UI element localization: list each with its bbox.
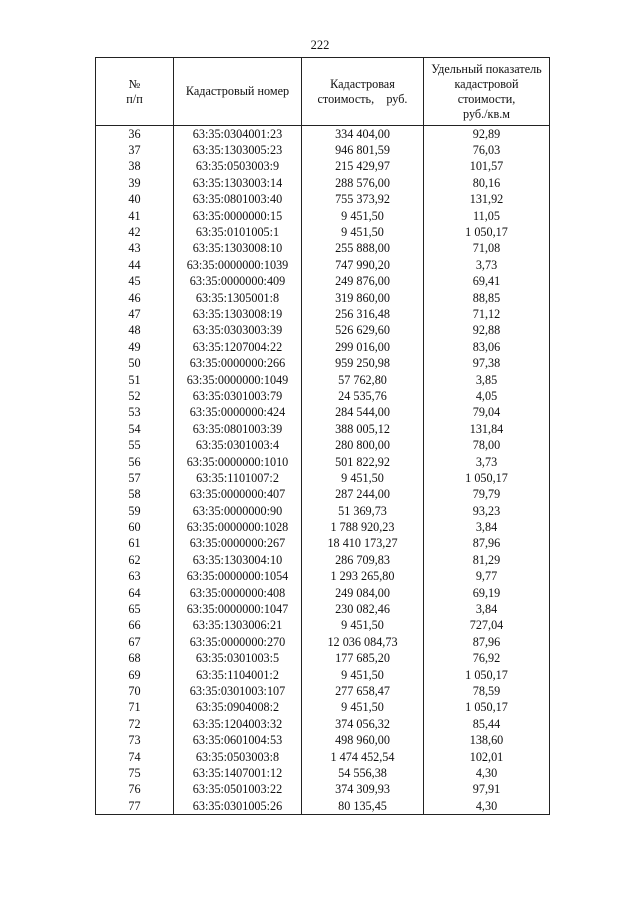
cell-num: 61 <box>96 536 174 552</box>
cell-cadastral-number: 63:35:0303003:39 <box>174 323 302 339</box>
cell-cadastral-number: 63:35:0904008:2 <box>174 700 302 716</box>
cell-cadastral-value: 24 535,76 <box>302 388 424 404</box>
cell-specific-indicator: 3,85 <box>424 372 550 388</box>
cell-cadastral-number: 63:35:0000000:90 <box>174 503 302 519</box>
cell-cadastral-value: 286 709,83 <box>302 552 424 568</box>
cell-cadastral-value: 319 860,00 <box>302 290 424 306</box>
table-row <box>96 224 550 240</box>
table-row <box>96 241 550 257</box>
header-cadastral-value-line-1: Кадастровая <box>330 76 395 91</box>
table-row <box>96 454 550 470</box>
table-row <box>96 274 550 290</box>
table-row <box>96 142 550 158</box>
cell-cadastral-number: 63:35:0000000:1047 <box>174 601 302 617</box>
cell-cadastral-number: 63:35:1204003:32 <box>174 716 302 732</box>
cell-cadastral-value: 9 451,50 <box>302 470 424 486</box>
table-row <box>96 651 550 667</box>
cell-cadastral-value: 9 451,50 <box>302 700 424 716</box>
cell-cadastral-value: 277 658,47 <box>302 683 424 699</box>
table-row <box>96 716 550 732</box>
cell-cadastral-number: 63:35:0301003:5 <box>174 651 302 667</box>
cell-num: 62 <box>96 552 174 568</box>
table-row <box>96 208 550 224</box>
cell-specific-indicator: 131,84 <box>424 421 550 437</box>
cell-cadastral-value: 374 309,93 <box>302 782 424 798</box>
cell-cadastral-number: 63:35:0000000:1049 <box>174 372 302 388</box>
cell-num: 41 <box>96 208 174 224</box>
cell-specific-indicator: 97,38 <box>424 355 550 371</box>
header-cadastral-number: Кадастровый номер <box>174 58 302 126</box>
cell-cadastral-value: 374 056,32 <box>302 716 424 732</box>
cell-num: 51 <box>96 372 174 388</box>
cell-num: 46 <box>96 290 174 306</box>
cell-num: 42 <box>96 224 174 240</box>
cell-cadastral-value: 284 544,00 <box>302 405 424 421</box>
cell-cadastral-value: 498 960,00 <box>302 732 424 748</box>
table-row <box>96 159 550 175</box>
table-row <box>96 552 550 568</box>
cell-cadastral-number: 63:35:1303008:10 <box>174 241 302 257</box>
cell-specific-indicator: 76,92 <box>424 651 550 667</box>
cell-cadastral-number: 63:35:0000000:266 <box>174 355 302 371</box>
cell-cadastral-value: 230 082,46 <box>302 601 424 617</box>
table-row <box>96 421 550 437</box>
cell-num: 64 <box>96 585 174 601</box>
cell-cadastral-number: 63:35:0503003:9 <box>174 159 302 175</box>
cell-specific-indicator: 79,79 <box>424 487 550 503</box>
cell-cadastral-number: 63:35:0000000:424 <box>174 405 302 421</box>
cell-num: 56 <box>96 454 174 470</box>
table-row <box>96 306 550 322</box>
cell-cadastral-number: 63:35:1303008:19 <box>174 306 302 322</box>
cell-cadastral-value: 9 451,50 <box>302 208 424 224</box>
table-row <box>96 683 550 699</box>
page-number: 222 <box>310 38 330 52</box>
cell-specific-indicator: 87,96 <box>424 536 550 552</box>
cell-num: 73 <box>96 732 174 748</box>
cell-num: 75 <box>96 765 174 781</box>
cell-specific-indicator: 97,91 <box>424 782 550 798</box>
table-row <box>96 487 550 503</box>
cell-cadastral-value: 12 036 084,73 <box>302 634 424 650</box>
cell-cadastral-number: 63:35:0000000:1010 <box>174 454 302 470</box>
cell-cadastral-value: 959 250,98 <box>302 355 424 371</box>
cell-cadastral-value: 288 576,00 <box>302 175 424 191</box>
cell-cadastral-number: 63:35:0000000:409 <box>174 274 302 290</box>
cell-specific-indicator: 1 050,17 <box>424 470 550 486</box>
cell-num: 74 <box>96 749 174 765</box>
cell-cadastral-value: 177 685,20 <box>302 651 424 667</box>
table-row <box>96 503 550 519</box>
cell-num: 77 <box>96 798 174 815</box>
header-num-line-2: п/п <box>126 91 143 106</box>
cell-cadastral-number: 63:35:0501003:22 <box>174 782 302 798</box>
header-specific-indicator-line-1: Удельный показатель <box>431 61 542 76</box>
cell-cadastral-value: 9 451,50 <box>302 667 424 683</box>
cell-num: 72 <box>96 716 174 732</box>
cell-cadastral-value: 334 404,00 <box>302 126 424 143</box>
cell-specific-indicator: 9,77 <box>424 569 550 585</box>
cell-specific-indicator: 1 050,17 <box>424 667 550 683</box>
table-row <box>96 323 550 339</box>
header-num <box>96 58 174 126</box>
cell-num: 67 <box>96 634 174 650</box>
cell-num: 38 <box>96 159 174 175</box>
cell-cadastral-value: 1 788 920,23 <box>302 519 424 535</box>
cell-num: 54 <box>96 421 174 437</box>
cell-cadastral-number: 63:35:0503003:8 <box>174 749 302 765</box>
cell-cadastral-number: 63:35:1303003:14 <box>174 175 302 191</box>
table-row <box>96 372 550 388</box>
table-row <box>96 470 550 486</box>
cell-cadastral-number: 63:35:0000000:1054 <box>174 569 302 585</box>
table-row <box>96 798 550 815</box>
table-row <box>96 175 550 191</box>
table-row <box>96 388 550 404</box>
cell-num: 39 <box>96 175 174 191</box>
cell-cadastral-number: 63:35:0000000:270 <box>174 634 302 650</box>
cell-specific-indicator: 3,84 <box>424 601 550 617</box>
cell-num: 50 <box>96 355 174 371</box>
table-row <box>96 339 550 355</box>
cell-num: 58 <box>96 487 174 503</box>
cell-cadastral-number: 63:35:0301005:26 <box>174 798 302 815</box>
cell-specific-indicator: 80,16 <box>424 175 550 191</box>
cell-specific-indicator: 92,89 <box>424 126 550 143</box>
cell-num: 40 <box>96 192 174 208</box>
cell-specific-indicator: 3,73 <box>424 257 550 273</box>
table-body <box>96 126 550 815</box>
table-row <box>96 437 550 453</box>
table-row <box>96 519 550 535</box>
table-row <box>96 536 550 552</box>
cell-cadastral-value: 215 429,97 <box>302 159 424 175</box>
cell-specific-indicator: 81,29 <box>424 552 550 568</box>
cell-specific-indicator: 76,03 <box>424 142 550 158</box>
header-specific-indicator-line-3: стоимости, <box>457 91 516 106</box>
cell-num: 71 <box>96 700 174 716</box>
cell-cadastral-value: 526 629,60 <box>302 323 424 339</box>
cell-specific-indicator: 85,44 <box>424 716 550 732</box>
cell-specific-indicator: 71,12 <box>424 306 550 322</box>
cell-specific-indicator: 11,05 <box>424 208 550 224</box>
cell-specific-indicator: 727,04 <box>424 618 550 634</box>
cell-cadastral-value: 18 410 173,27 <box>302 536 424 552</box>
cell-cadastral-number: 63:35:1101007:2 <box>174 470 302 486</box>
cell-cadastral-number: 63:35:1303005:23 <box>174 142 302 158</box>
cell-specific-indicator: 4,30 <box>424 765 550 781</box>
cell-cadastral-value: 80 135,45 <box>302 798 424 815</box>
table-row <box>96 749 550 765</box>
table-row <box>96 405 550 421</box>
cell-cadastral-value: 255 888,00 <box>302 241 424 257</box>
table-header <box>96 58 550 126</box>
header-cadastral-value <box>302 58 424 126</box>
header-num-line-1: № <box>128 76 141 91</box>
cell-cadastral-number: 63:35:1407001:12 <box>174 765 302 781</box>
cell-num: 76 <box>96 782 174 798</box>
table-row <box>96 765 550 781</box>
cell-specific-indicator: 93,23 <box>424 503 550 519</box>
cell-cadastral-number: 63:35:1305001:8 <box>174 290 302 306</box>
cell-specific-indicator: 1 050,17 <box>424 700 550 716</box>
cell-cadastral-number: 63:35:1104001:2 <box>174 667 302 683</box>
cell-cadastral-number: 63:35:0000000:267 <box>174 536 302 552</box>
table-row <box>96 667 550 683</box>
cell-cadastral-value: 1 474 452,54 <box>302 749 424 765</box>
cell-cadastral-value: 51 369,73 <box>302 503 424 519</box>
cell-specific-indicator: 69,19 <box>424 585 550 601</box>
cell-cadastral-number: 63:35:1303004:10 <box>174 552 302 568</box>
cell-num: 68 <box>96 651 174 667</box>
cell-specific-indicator: 79,04 <box>424 405 550 421</box>
cell-cadastral-value: 249 876,00 <box>302 274 424 290</box>
cell-cadastral-value: 256 316,48 <box>302 306 424 322</box>
table-row <box>96 585 550 601</box>
cell-num: 60 <box>96 519 174 535</box>
cell-specific-indicator: 78,59 <box>424 683 550 699</box>
cell-cadastral-value: 287 244,00 <box>302 487 424 503</box>
cell-num: 37 <box>96 142 174 158</box>
cell-num: 48 <box>96 323 174 339</box>
cell-cadastral-value: 249 084,00 <box>302 585 424 601</box>
cell-cadastral-value: 299 016,00 <box>302 339 424 355</box>
cell-num: 66 <box>96 618 174 634</box>
cell-cadastral-value: 388 005,12 <box>302 421 424 437</box>
cell-cadastral-number: 63:35:0101005:1 <box>174 224 302 240</box>
cell-cadastral-number: 63:35:0801003:40 <box>174 192 302 208</box>
cell-specific-indicator: 3,73 <box>424 454 550 470</box>
cell-num: 65 <box>96 601 174 617</box>
table-row <box>96 126 550 143</box>
cell-specific-indicator: 92,88 <box>424 323 550 339</box>
cell-specific-indicator: 78,00 <box>424 437 550 453</box>
cell-num: 63 <box>96 569 174 585</box>
cell-num: 47 <box>96 306 174 322</box>
cell-specific-indicator: 4,05 <box>424 388 550 404</box>
cell-cadastral-number: 63:35:0000000:15 <box>174 208 302 224</box>
header-specific-indicator <box>424 58 550 126</box>
cell-cadastral-value: 501 822,92 <box>302 454 424 470</box>
cell-num: 55 <box>96 437 174 453</box>
cell-num: 59 <box>96 503 174 519</box>
cell-specific-indicator: 71,08 <box>424 241 550 257</box>
cell-num: 45 <box>96 274 174 290</box>
cell-cadastral-number: 63:35:0301003:4 <box>174 437 302 453</box>
cell-specific-indicator: 87,96 <box>424 634 550 650</box>
cell-num: 52 <box>96 388 174 404</box>
cell-num: 43 <box>96 241 174 257</box>
table-row <box>96 700 550 716</box>
cell-cadastral-number: 63:35:1303006:21 <box>174 618 302 634</box>
cell-cadastral-number: 63:35:0000000:408 <box>174 585 302 601</box>
header-specific-indicator-line-4: руб./кв.м <box>463 106 510 121</box>
cell-cadastral-value: 9 451,50 <box>302 224 424 240</box>
cell-cadastral-value: 755 373,92 <box>302 192 424 208</box>
cell-specific-indicator: 4,30 <box>424 798 550 815</box>
cell-cadastral-value: 1 293 265,80 <box>302 569 424 585</box>
cell-cadastral-value: 747 990,20 <box>302 257 424 273</box>
header-row <box>96 58 550 126</box>
cell-cadastral-number: 63:35:0304001:23 <box>174 126 302 143</box>
cell-cadastral-number: 63:35:0301003:107 <box>174 683 302 699</box>
table-row <box>96 290 550 306</box>
table-row <box>96 355 550 371</box>
cell-cadastral-number: 63:35:0000000:407 <box>174 487 302 503</box>
table-row <box>96 782 550 798</box>
cell-cadastral-number: 63:35:0601004:53 <box>174 732 302 748</box>
table-row <box>96 634 550 650</box>
cell-specific-indicator: 102,01 <box>424 749 550 765</box>
cell-specific-indicator: 1 050,17 <box>424 224 550 240</box>
cadastral-value-table <box>95 57 550 815</box>
header-specific-indicator-line-2: кадастровой <box>454 76 519 91</box>
cell-num: 70 <box>96 683 174 699</box>
cell-cadastral-value: 9 451,50 <box>302 618 424 634</box>
table-row <box>96 569 550 585</box>
cell-specific-indicator: 131,92 <box>424 192 550 208</box>
table-row <box>96 601 550 617</box>
cell-cadastral-number: 63:35:0000000:1028 <box>174 519 302 535</box>
cell-cadastral-number: 63:35:0000000:1039 <box>174 257 302 273</box>
table-row <box>96 192 550 208</box>
table-row <box>96 618 550 634</box>
cell-cadastral-number: 63:35:1207004:22 <box>174 339 302 355</box>
cell-specific-indicator: 3,84 <box>424 519 550 535</box>
cell-cadastral-number: 63:35:0301003:79 <box>174 388 302 404</box>
cell-specific-indicator: 138,60 <box>424 732 550 748</box>
header-cadastral-value-line-2: стоимость, руб. <box>317 91 408 106</box>
table-row <box>96 732 550 748</box>
cell-num: 53 <box>96 405 174 421</box>
cell-num: 44 <box>96 257 174 273</box>
cell-cadastral-value: 57 762,80 <box>302 372 424 388</box>
cell-specific-indicator: 88,85 <box>424 290 550 306</box>
cell-specific-indicator: 83,06 <box>424 339 550 355</box>
table-row <box>96 257 550 273</box>
cell-cadastral-number: 63:35:0801003:39 <box>174 421 302 437</box>
cell-cadastral-value: 946 801,59 <box>302 142 424 158</box>
cell-cadastral-value: 280 800,00 <box>302 437 424 453</box>
cell-num: 57 <box>96 470 174 486</box>
cell-num: 49 <box>96 339 174 355</box>
cell-num: 36 <box>96 126 174 143</box>
cell-cadastral-value: 54 556,38 <box>302 765 424 781</box>
cell-specific-indicator: 69,41 <box>424 274 550 290</box>
cell-specific-indicator: 101,57 <box>424 159 550 175</box>
cell-num: 69 <box>96 667 174 683</box>
